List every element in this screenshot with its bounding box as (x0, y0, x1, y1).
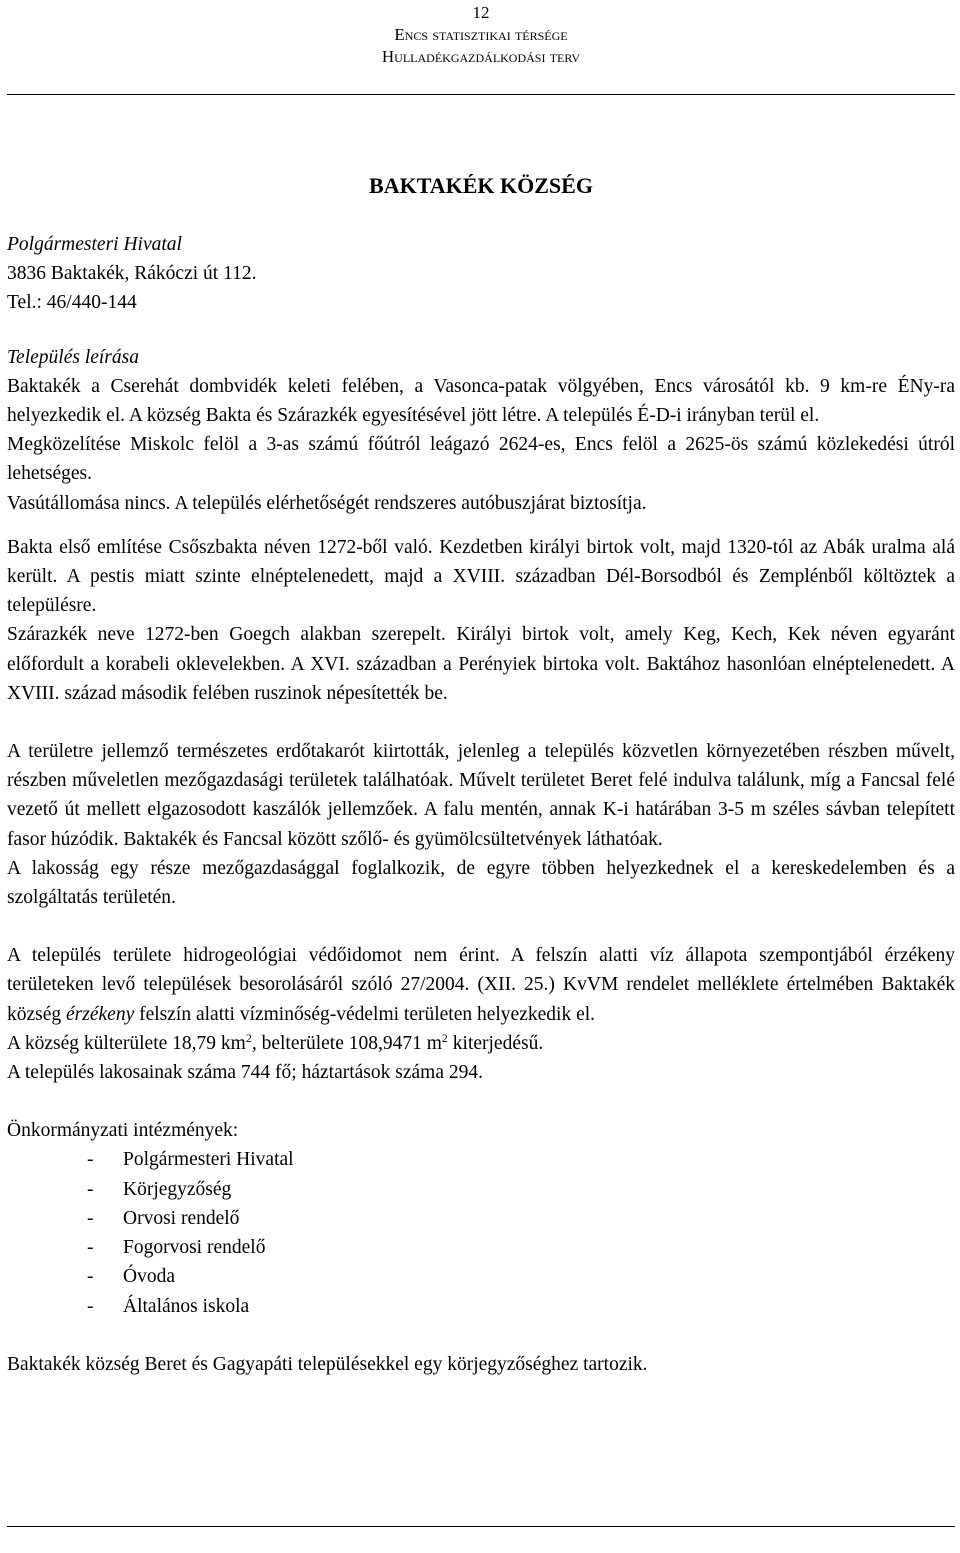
page-title: BAKTAKÉK KÖZSÉG (369, 173, 593, 198)
office-name: Polgármesteri Hivatal (7, 234, 182, 255)
paragraph-location: Baktakék a Cserehát dombvidék keleti felében, a Vasonca-patak völgyében, Encs városától kb. 9 km-re ÉNy-ra helyezkedik el. A község Bakta és Szárazkék egyesítésével jött létre. A település É-D-i irányban terül el. (7, 375, 955, 427)
institutions-list (7, 1145, 955, 1320)
emphasis-sensitive: érzékeny (66, 1003, 135, 1025)
document-page (7, 0, 955, 1375)
header-line-1: Encs statisztikai térsége (394, 25, 568, 44)
page-header (7, 0, 955, 68)
list-item: - Polgármesteri Hivatal (87, 1149, 294, 1171)
paragraph-area: A község külterülete 18,79 $km^2$, belterülete 108,9471 $m^2$ kiterjedésű. (7, 1030, 544, 1054)
list-item: - Körjegyzőség (87, 1178, 232, 1200)
footer-rule (7, 1526, 955, 1527)
paragraph-history-szarazkek: Szárazkék neve 1272-ben Goegch alakban szerepelt. Királyi birtok volt, amely Keg, Kech, Kek néven egyaránt előfordult a korabeli oklevelekben. A XVI. században a Perényiek birtoka volt. Baktához hasonlóan elnéptelenedett. A XVIII. század második felében ruszinok népesítették be. (7, 624, 955, 704)
main-content (7, 230, 955, 1379)
list-item: - Orvosi rendelő (87, 1207, 240, 1229)
header-rule (7, 94, 955, 95)
office-address: 3836 Baktakék, Rákóczi út 112. (7, 263, 257, 285)
list-item: - Fogorvosi rendelő (87, 1237, 266, 1259)
paragraph-nature: A területre jellemző természetes erdőtakarót kiirtották, jelenleg a település közvetlen környezetében részben művelt, részben műveletlen mezőgazdasági területek találhatóak. Művelt területet Beret felé indulva találunk, míg a Fancsal felé vezető út mellett elgazosodott kaszálók jellemzőek. A falu mentén, annak K-i határában 3-5 m széles sávban telepített fasor húzódik. Baktakék és Fancsal között szőlő- és gyümölcsültetvények láthatóak. (7, 741, 955, 850)
paragraph-access: Megközelítése Miskolc felöl a 3-as számú főútról leágazó 2624-es, Encs felöl a 2625-ös számú közlekedési útról lehetséges. (7, 434, 955, 485)
institutions-heading: Önkormányzati intézmények: (7, 1120, 239, 1142)
paragraph-hydrogeology: A település területe hidrogeológiai védőidomot nem érint. A felszín alatti víz állapota szempontjából érzékeny területeken levő települések besorolásáról szóló 27/2004. (XII. 25.) KvVM rendelet melléklete értelmében Baktakék község érzékeny felszín alatti vízminőség-védelmi területen helyezkedik el. (7, 945, 955, 1025)
paragraph-transport: Vasútállomása nincs. A település elérhetőségét rendszeres autóbuszjárat biztosítja. (7, 492, 647, 514)
paragraph-history-bakta: Bakta első említése Csőszbakta néven 1272-ből való. Kezdetben királyi birtok volt, majd 1320-tól az Abák uralma alá került. A pestis miatt szinte elnéptelenedett, majd a XVIII. században Dél-Borsodból és Zemplénből költöztek a településre. (7, 536, 955, 617)
header-line-2: Hulladékgazdálkodási terv (381, 47, 581, 66)
list-item: - Óvoda (87, 1266, 175, 1288)
footer-note: Baktakék község Beret és Gagyapáti településekkel egy körjegyzőséghez tartozik. (7, 1353, 648, 1375)
office-phone: Tel.: 46/440-144 (7, 292, 137, 314)
paragraph-population: A település lakosainak száma 744 fő; háztartások száma 294. (7, 1062, 483, 1084)
paragraph-economy: A lakosság egy része mezőgazdasággal foglalkozik, de egyre többen helyezkednek el a kereskedelemben és a szolgáltatás területén. (7, 857, 955, 909)
description-heading: Település leírása (7, 346, 139, 368)
list-item: - Általános iskola (87, 1295, 250, 1317)
page-number: 12 (472, 3, 490, 22)
